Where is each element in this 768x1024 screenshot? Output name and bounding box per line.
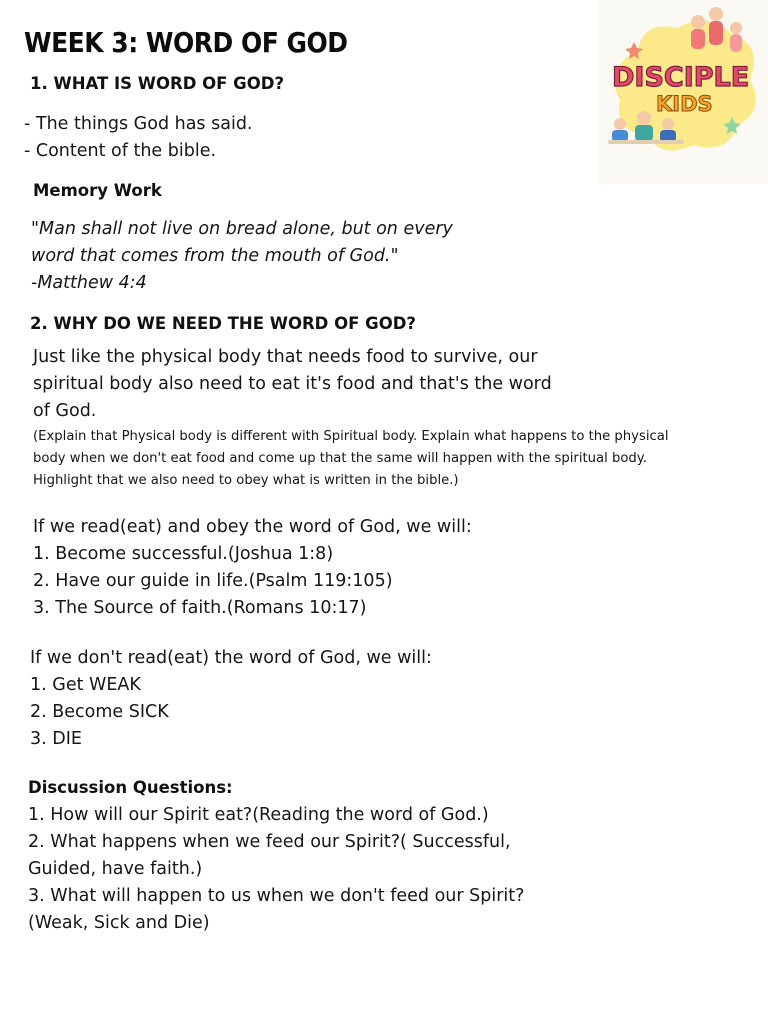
memory-verse <box>31 216 453 297</box>
obey-list <box>33 514 472 622</box>
list-item: 3. DIE <box>30 729 82 749</box>
section2-heading: 2. WHY DO WE NEED THE WORD OF GOD? <box>30 314 417 333</box>
logo-illustration <box>598 0 768 184</box>
note-line: body when we don't eat food and come up that the same will happen with the spiritual body. <box>33 451 647 466</box>
verse-reference: -Matthew 4:4 <box>31 273 147 293</box>
list-item: 2. Become SICK <box>30 702 169 722</box>
section1-body <box>24 111 253 165</box>
body-line: of God. <box>33 401 97 421</box>
verse-line: word that comes from the mouth of God." <box>31 246 399 266</box>
logo-text-kids: KIDS <box>656 92 713 116</box>
section2-body <box>33 344 552 425</box>
verse-line: "Man shall not live on bread alone, but on every <box>31 219 453 239</box>
body-line: Just like the physical body that needs food to survive, our <box>33 347 538 367</box>
logo-text-disciple: DISCIPLE <box>612 62 750 93</box>
question-line: (Weak, Sick and Die) <box>28 913 210 933</box>
definition-line: - The things God has said. <box>24 114 253 134</box>
question-line: 3. What will happen to us when we don't feed our Spirit? <box>28 886 525 906</box>
disobey-intro: If we don't read(eat) the word of God, we will: <box>30 648 432 668</box>
list-item: 2. Have our guide in life.(Psalm 119:105) <box>33 571 393 591</box>
discussion-list <box>28 802 524 937</box>
page-title: WEEK 3: WORD OF GOD <box>24 26 348 59</box>
list-item: 1. Get WEAK <box>30 675 141 695</box>
discussion-heading: Discussion Questions: <box>28 778 233 797</box>
disciple-kids-logo <box>598 0 768 184</box>
list-item: 3. The Source of faith.(Romans 10:17) <box>33 598 367 618</box>
memory-heading: Memory Work <box>33 181 162 200</box>
question-line: Guided, have faith.) <box>28 859 203 879</box>
definition-line: - Content of the bible. <box>24 141 217 161</box>
note-line: Highlight that we also need to obey what is written in the bible.) <box>33 473 459 488</box>
question-line: 1. How will our Spirit eat?(Reading the word of God.) <box>28 805 489 825</box>
obey-intro: If we read(eat) and obey the word of God, we will: <box>33 517 472 537</box>
section1-heading: 1. WHAT IS WORD OF GOD? <box>30 74 285 93</box>
teacher-note <box>33 426 669 492</box>
note-line: (Explain that Physical body is different with Spiritual body. Explain what happens to the physical <box>33 429 669 444</box>
list-item: 1. Become successful.(Joshua 1:8) <box>33 544 334 564</box>
disobey-list <box>30 645 432 753</box>
body-line: spiritual body also need to eat it's food and that's the word <box>33 374 552 394</box>
question-line: 2. What happens when we feed our Spirit?( Successful, <box>28 832 511 852</box>
